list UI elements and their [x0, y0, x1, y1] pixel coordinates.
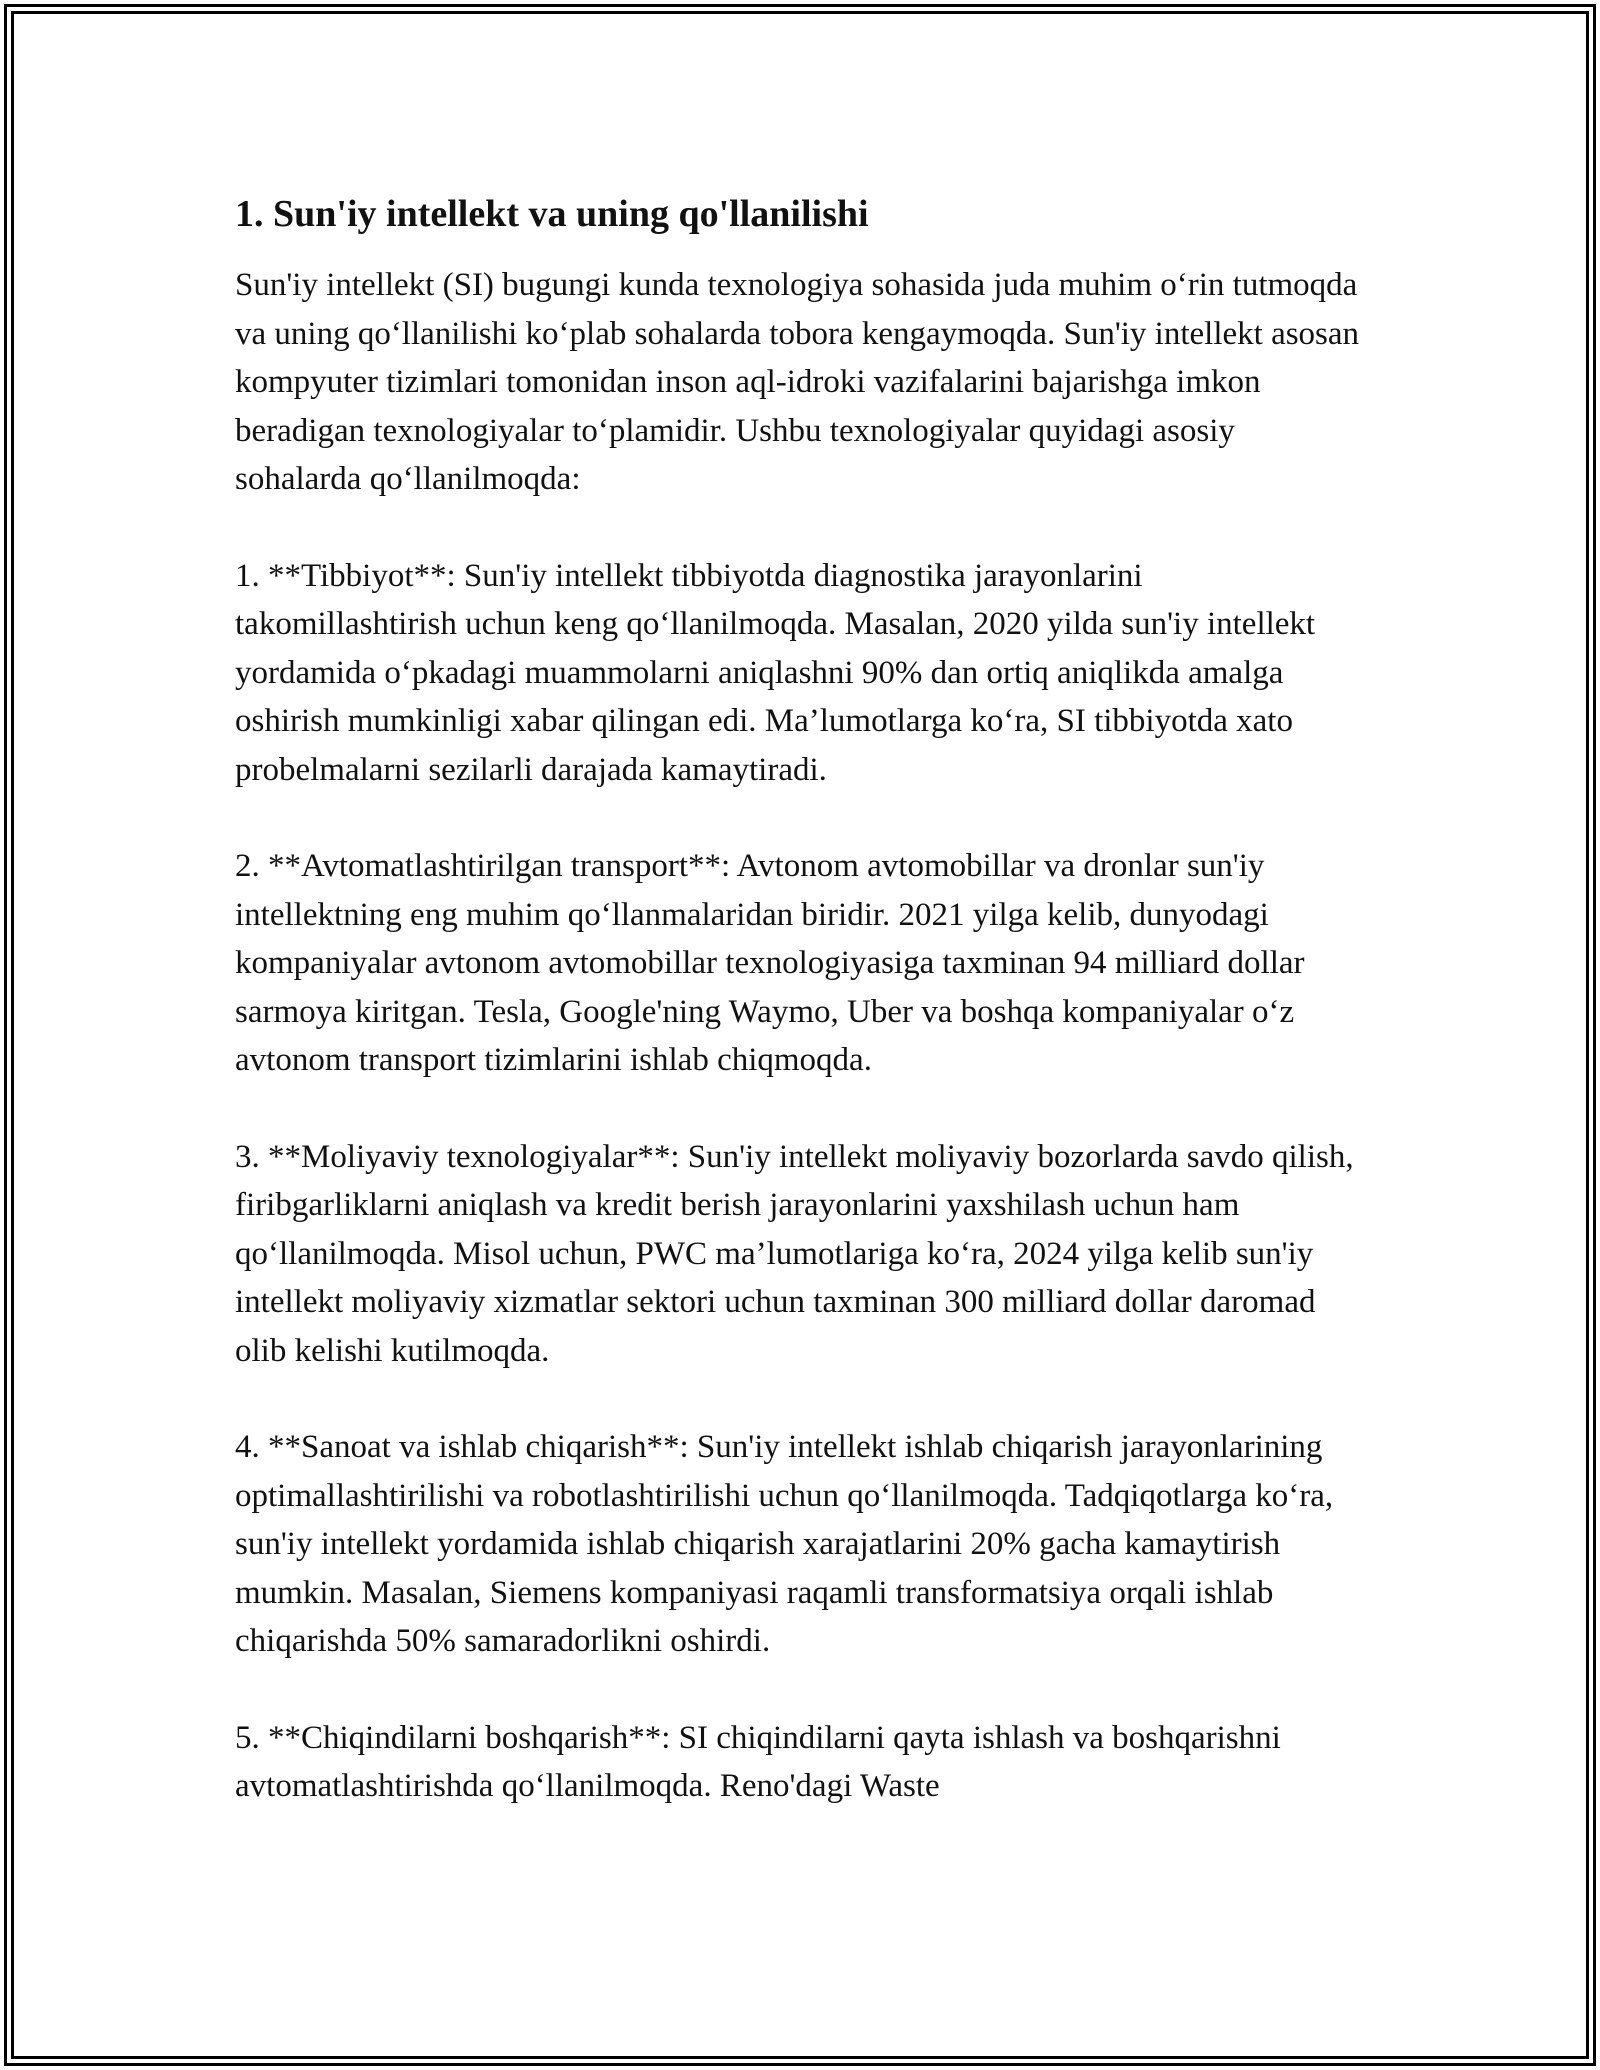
paragraph-transport: 2. **Avtomatlashtirilgan transport**: Avtonom avtomobillar va dronlar sun'iy intellektning eng muhim qo‘llanmalaridan biridir. 2021 yilga kelib, dunyodagi kompaniyalar avtonom avtomobillar texnologiyasiga taxminan 94 milliard dollar sarmoya kiritgan. Tesla, Google'ning Waymo, Uber va boshqa kompaniyalar o‘z avtonom transport tizimlarini ishlab chiqmoqda.: [235, 848, 1305, 1078]
paragraph-finance: 3. **Moliyaviy texnologiyalar**: Sun'iy intellekt moliyaviy bozorlarda savdo qilish, firibgarliklarni aniqlash va kredit berish jarayonlarini yaxshilash uchun ham qo‘llanilmoqda. Misol uchun, PWC ma’lumotlariga ko‘ra, 2024 yilga kelib sun'iy intellekt moliyaviy xizmatlar sektori uchun taxminan 300 milliard dollar daromad olib kelishi kutilmoqda.: [235, 1138, 1354, 1369]
paragraph-intro: Sun'iy intellekt (SI) bugungi kunda texnologiya sohasida juda muhim o‘rin tutmoqda va uning qo‘llanilishi ko‘plab sohalarda tobora kengaymoqda. Sun'iy intellekt asosan kompyuter tizimlari tomonidan inson aql-idroki vazifalarini bajarishga imkon beradigan texnologiyalar to‘plamidir. Ushbu texnologiyalar quyidagi asosiy sohalarda qo‘llanilmoqda:: [235, 267, 1360, 497]
paragraph-medicine: 1. **Tibbiyot**: Sun'iy intellekt tibbiyotda diagnostika jarayonlarini takomillashtirish uchun keng qo‘llanilmoqda. Masalan, 2020 yilda sun'iy intellekt yordamida o‘pkadagi muammolarni aniqlashni 90% dan ortiq aniqlikda amalga oshirish mumkinligi xabar qilingan edi. Ma’lumotlarga ko‘ra, SI tibbiyotda xato probelmalarni sezilarli darajada kamaytiradi.: [235, 557, 1316, 788]
paragraph-waste: 5. **Chiqindilarni boshqarish**: SI chiqindilarni qayta ishlash va boshqarishni avtomatlashtirishda qo‘llanilmoqda. Reno'dagi Waste: [235, 1719, 1281, 1804]
document-body: [235, 185, 1365, 1859]
document-title: 1. Sun'iy intellekt va uning qo'llanilishi: [235, 193, 869, 235]
paragraph-industry: 4. **Sanoat va ishlab chiqarish**: Sun'iy intellekt ishlab chiqarish jarayonlarining optimallashtirilishi va robotlashtirilishi uchun qo‘llanilmoqda. Tadqiqotlarga ko‘ra, sun'iy intellekt yordamida ishlab chiqarish xarajatlarini 20% gacha kamaytirish mumkin. Masalan, Siemens kompaniyasi raqamli transformatsiya orqali ishlab chiqarishda 50% samaradorlikni oshirdi.: [235, 1429, 1334, 1659]
